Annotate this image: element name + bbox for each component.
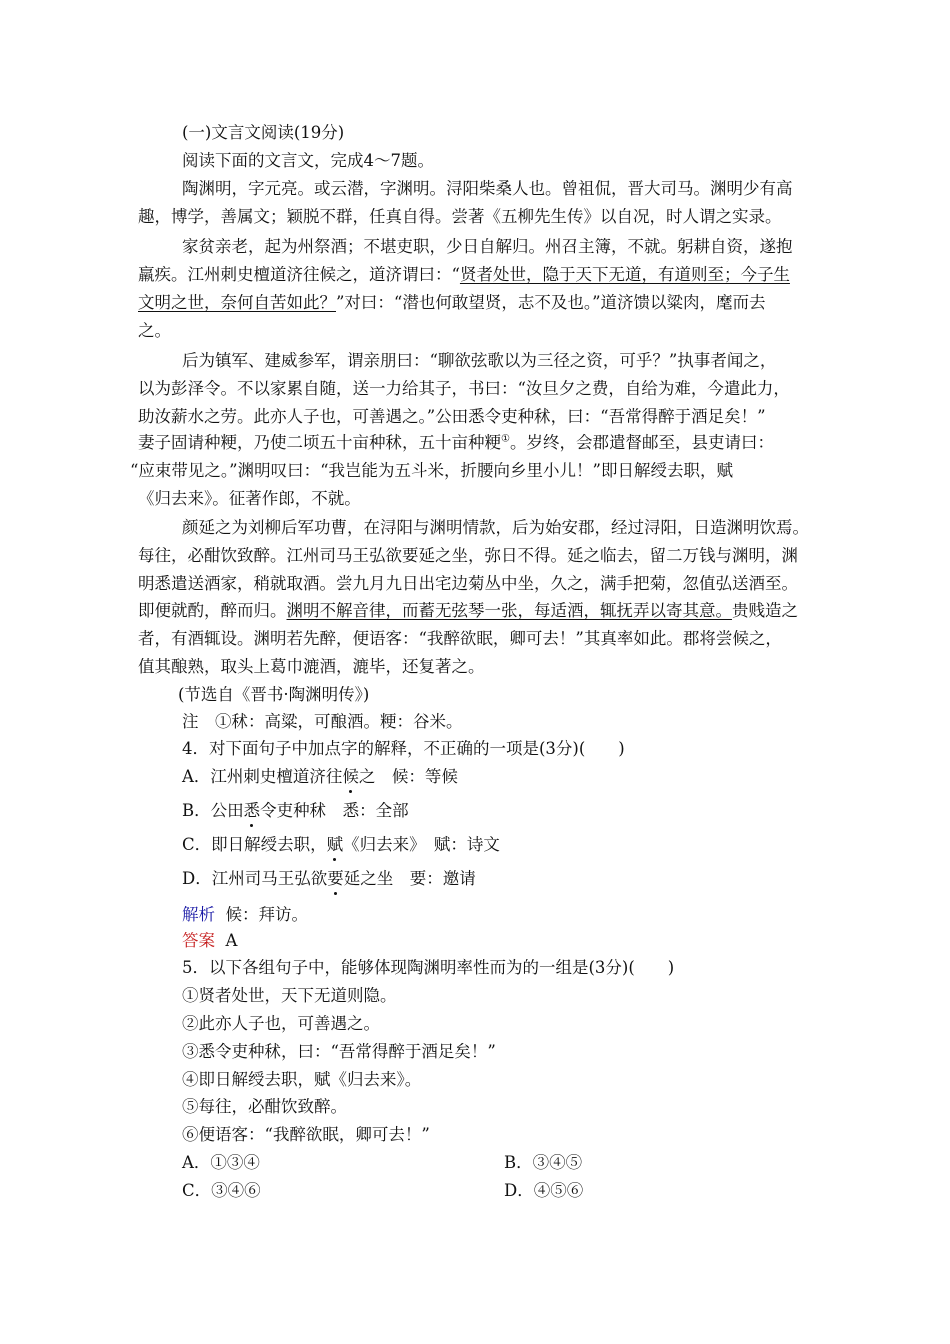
passage-text: ”对曰：“潜也何敢望贤，志不及也。”道济馈以粱肉，麾而去 bbox=[336, 293, 766, 312]
option-text: A．江州刺史檀道济往 bbox=[182, 767, 343, 786]
passage-line: 以为彭泽令。不以家累自随，送一力给其子，书曰：“汝旦夕之费，自给为难，今遣此力， bbox=[138, 379, 790, 398]
footnote: 注 ①秫：高粱，可酿酒。粳：谷米。 bbox=[182, 712, 463, 731]
passage-line: 每往，必酣饮致醉。江州司马王弘欲要延之坐，弥日不得。延之临去，留二万钱与渊明，渊 bbox=[138, 546, 798, 565]
passage-line: 家贫亲老，起为州祭酒；不堪吏职，少日自解归。州召主簿，不就。躬耕自资，遂抱 bbox=[182, 237, 793, 256]
option-text: 《归去来》 赋：诗文 bbox=[343, 835, 500, 854]
passage-line: 之。 bbox=[138, 321, 171, 340]
answer-text: A bbox=[225, 931, 238, 950]
section-title: (一)文言文阅读(19分) bbox=[182, 123, 345, 142]
passage-line: “应束带见之。”渊明叹曰：“我岂能为五斗米，折腰向乡里小儿！”即日解绶去职，赋 bbox=[130, 461, 733, 480]
passage-line bbox=[138, 264, 790, 286]
dotted-char: 候 bbox=[342, 767, 359, 786]
statement: ⑥便语客：“我醉欲眠，卿可去！” bbox=[182, 1125, 430, 1144]
passage-text: 羸疾。江州刺史檀道济往候之，道济谓曰：“ bbox=[138, 265, 460, 284]
instruction: 阅读下面的文言文，完成4～7题。 bbox=[182, 151, 434, 170]
passage-text: 即便就酌，醉而归。 bbox=[138, 601, 287, 620]
answer-label: 答案 bbox=[182, 931, 215, 950]
analysis-label: 解析 bbox=[182, 905, 215, 924]
passage-line bbox=[138, 432, 774, 454]
option-text: C．即日解绶去职， bbox=[182, 835, 327, 854]
option-text: 令吏种秫 悉：全部 bbox=[260, 801, 409, 820]
option-b bbox=[182, 800, 409, 822]
statement: ①贤者处世，天下无道则隐。 bbox=[182, 986, 397, 1005]
question-stem: 4．对下面句子中加点字的解释，不正确的一项是(3分)( ) bbox=[182, 739, 625, 758]
option-c: C．③④⑥ bbox=[182, 1181, 261, 1200]
passage-line: 者，有酒辄设。渊明若先醉，便语客：“我醉欲眠，卿可去！”其真率如此。郡将尝候之， bbox=[138, 629, 782, 648]
analysis-text: 候：拜访。 bbox=[225, 905, 308, 924]
passage-line bbox=[138, 292, 766, 314]
option-c bbox=[182, 834, 500, 856]
footnote-mark: ① bbox=[501, 433, 510, 445]
answer bbox=[182, 930, 237, 952]
statement: ②此亦人子也，可善遇之。 bbox=[182, 1014, 380, 1033]
option-d: D．④⑤⑥ bbox=[504, 1181, 584, 1200]
passage-text: 。岁终，会郡遣督邮至，县吏请曰： bbox=[509, 433, 774, 452]
passage-line: 助汝薪水之劳。此亦人子也，可善遇之。”公田悉令吏种秫，曰：“吾常得醉于酒足矣！” bbox=[138, 407, 766, 426]
passage-line: 《归去来》。征著作郎，不就。 bbox=[138, 489, 361, 508]
statement: ③悉令吏种秫，曰：“吾常得醉于酒足矣！” bbox=[182, 1042, 496, 1061]
option-text: B．公田 bbox=[182, 801, 244, 820]
passage-line: 趣，博学，善属文；颖脱不群，任真自得。尝著《五柳先生传》以自况，时人谓之实录。 bbox=[138, 207, 782, 226]
statement: ⑤每往，必酣饮致醉。 bbox=[182, 1097, 347, 1116]
passage-line: 值其酿熟，取头上葛巾漉酒，漉毕，还复著之。 bbox=[138, 657, 485, 676]
passage-line: 颜延之为刘柳后军功曹，在浔阳与渊明情款，后为始安郡，经过浔阳，日造渊明饮焉。 bbox=[182, 518, 809, 537]
option-text: 之 候：等候 bbox=[358, 767, 458, 786]
passage-line: 明悉遣送酒家，稍就取酒。尝九月九日出宅边菊丛中坐，久之，满手把菊，忽值弘送酒至。 bbox=[138, 574, 798, 593]
option-d bbox=[182, 868, 476, 890]
question-stem: 5．以下各组句子中，能够体现陶渊明率性而为的一组是(3分)( ) bbox=[182, 958, 675, 977]
underlined-sentence: 贤者处世，隐于天下无道，有道则至；今子生 bbox=[459, 265, 790, 284]
passage-text: 妻子固请种粳，乃使二顷五十亩种秫，五十亩种粳 bbox=[138, 433, 501, 452]
passage-line: 后为镇军、建威参军，谓亲朋曰：“聊欲弦歌以为三径之资，可乎？”执事者闻之， bbox=[182, 351, 777, 370]
option-a: A．①③④ bbox=[182, 1153, 260, 1172]
analysis bbox=[182, 904, 308, 926]
underlined-sentence: 文明之世，奈何自苦如此？ bbox=[138, 293, 336, 312]
dotted-char: 要 bbox=[327, 869, 344, 888]
passage-line bbox=[138, 600, 798, 622]
option-text: 延之坐 要：邀请 bbox=[343, 869, 476, 888]
statement: ④即日解绶去职，赋《归去来》。 bbox=[182, 1070, 422, 1089]
passage-source: (节选自《晋书·陶渊明传》) bbox=[178, 685, 370, 704]
dotted-char: 赋 bbox=[326, 835, 344, 854]
option-text: D．江州司马王弘欲 bbox=[182, 869, 328, 888]
passage-line: 陶渊明，字元亮。或云潜，字渊明。浔阳柴桑人也。曾祖侃，晋大司马。渊明少有高 bbox=[182, 179, 793, 198]
option-b: B．③④⑤ bbox=[504, 1153, 583, 1172]
underlined-sentence: 渊明不解音律，而蓄无弦琴一张，每适酒，辄抚弄以寄其意。 bbox=[286, 601, 732, 620]
dotted-char: 悉 bbox=[243, 801, 261, 820]
option-a bbox=[182, 766, 458, 788]
passage-text: 贵贱造之 bbox=[732, 601, 798, 620]
